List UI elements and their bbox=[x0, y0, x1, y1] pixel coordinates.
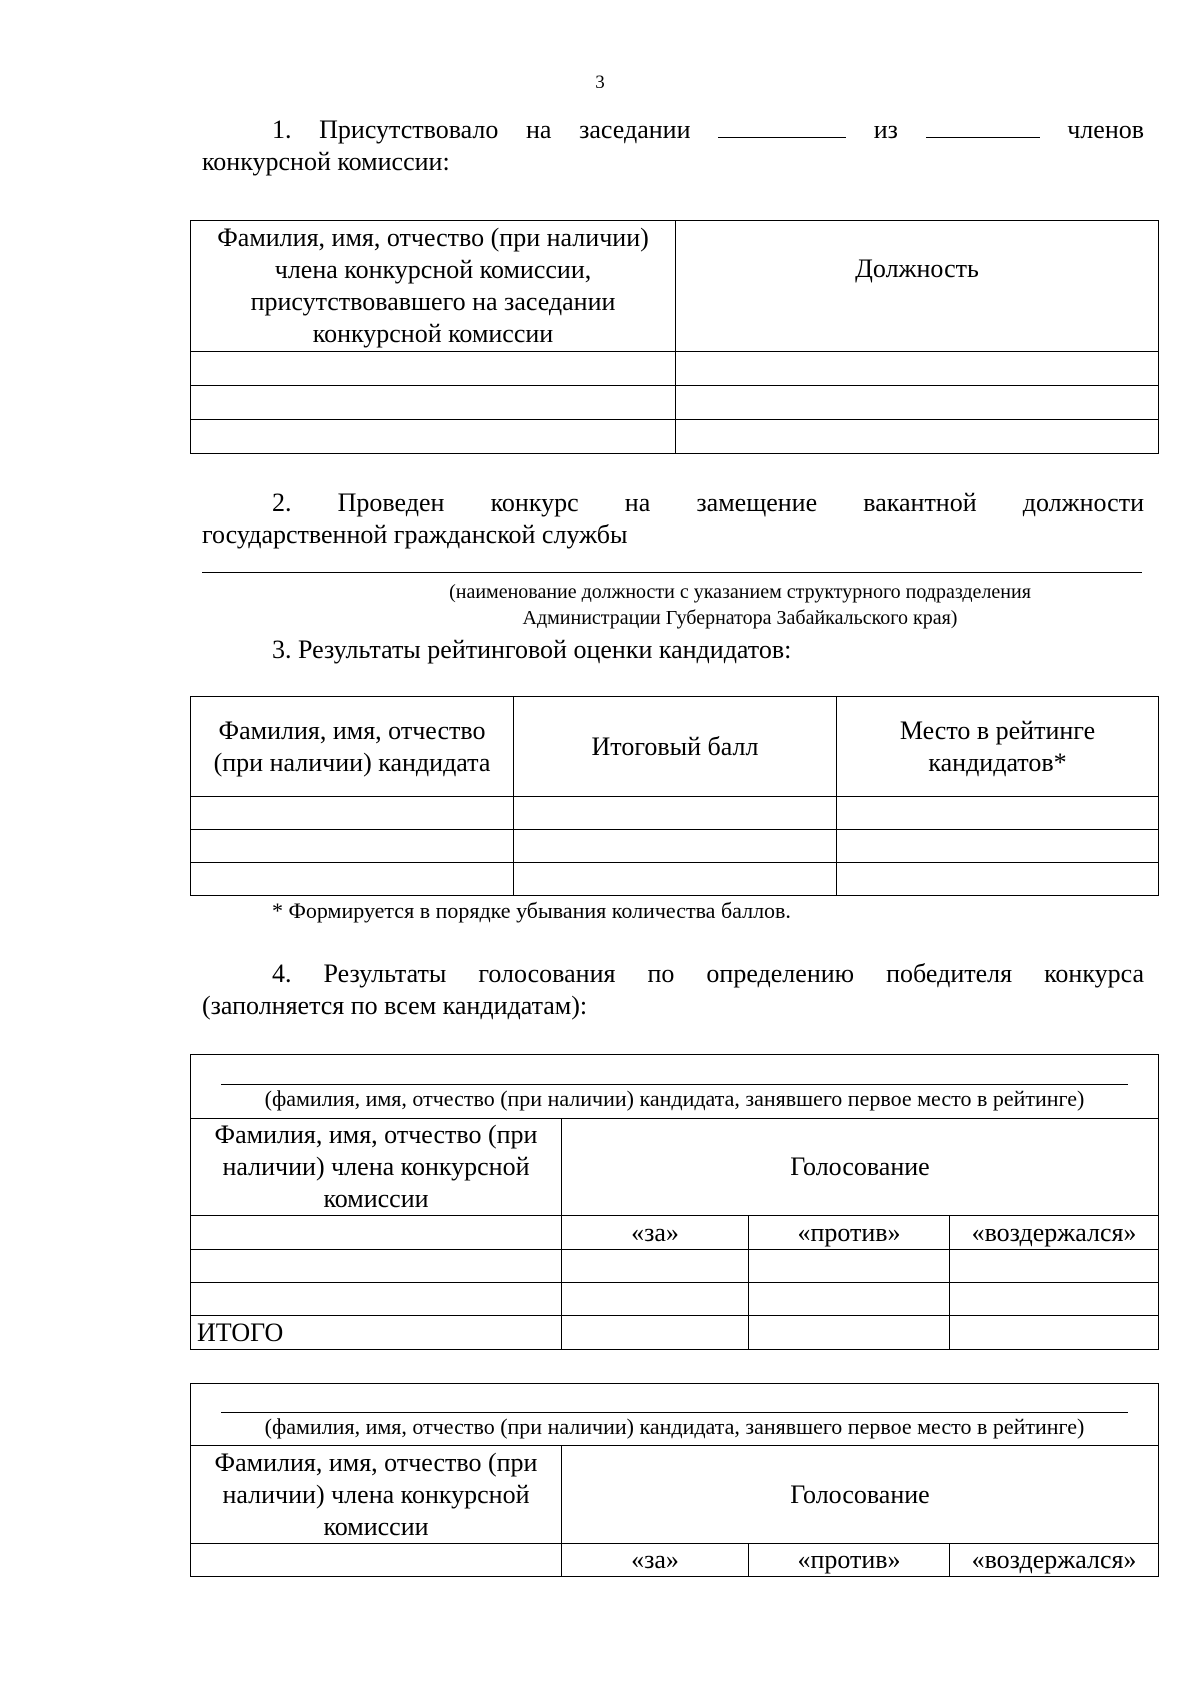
vote-cell[interactable] bbox=[950, 1283, 1159, 1316]
attendance-cell[interactable] bbox=[191, 420, 676, 454]
section-1-text-start: 1. Присутствовало на заседании bbox=[272, 115, 691, 144]
rating-header-candidate: Фамилия, имя, отчество (при наличии) кандидата bbox=[191, 697, 514, 797]
rating-header-place: Место в рейтинге кандидатов* bbox=[837, 697, 1159, 797]
total-count-blank[interactable] bbox=[926, 117, 1040, 138]
rating-cell[interactable] bbox=[514, 797, 837, 830]
col-against: «против» bbox=[749, 1216, 950, 1250]
section-2-line-1: 2. Проведен конкурс на замещение вакантной должности bbox=[272, 488, 1144, 517]
vote-cell[interactable] bbox=[749, 1283, 950, 1316]
rating-header-score: Итоговый балл bbox=[514, 697, 837, 797]
rating-cell[interactable] bbox=[191, 863, 514, 896]
vote-cell[interactable] bbox=[191, 1283, 562, 1316]
section-1-text-end: членов bbox=[1067, 115, 1145, 144]
attendance-cell[interactable] bbox=[191, 352, 676, 386]
total-cell[interactable] bbox=[749, 1316, 950, 1350]
rating-footnote: * Формируется в порядке убывания количества баллов. bbox=[272, 898, 791, 923]
voting-table-1 bbox=[190, 1054, 1159, 1350]
rating-cell[interactable] bbox=[837, 797, 1159, 830]
section-1-line-1 bbox=[202, 114, 1144, 146]
rating-cell[interactable] bbox=[191, 797, 514, 830]
attendance-cell[interactable] bbox=[676, 352, 1159, 386]
candidate-name-cell[interactable] bbox=[191, 1055, 1159, 1119]
vote-cell[interactable] bbox=[749, 1250, 950, 1283]
voting-header: Голосование bbox=[562, 1119, 1159, 1216]
rating-cell[interactable] bbox=[837, 830, 1159, 863]
rating-cell[interactable] bbox=[514, 830, 837, 863]
col-for: «за» bbox=[562, 1544, 749, 1577]
section-1-text-mid: из bbox=[873, 115, 898, 144]
total-cell[interactable] bbox=[562, 1316, 749, 1350]
rating-cell[interactable] bbox=[191, 830, 514, 863]
attendance-table bbox=[190, 220, 1159, 454]
attendance-cell[interactable] bbox=[676, 420, 1159, 454]
total-cell[interactable] bbox=[950, 1316, 1159, 1350]
candidate-note: (фамилия, имя, отчество (при наличии) кандидата, занявшего первое место в рейтинге) bbox=[264, 1086, 1085, 1111]
attendance-cell[interactable] bbox=[676, 386, 1159, 420]
rating-cell[interactable] bbox=[514, 863, 837, 896]
vote-cell[interactable] bbox=[562, 1250, 749, 1283]
total-label: ИТОГО bbox=[191, 1316, 562, 1350]
section-1-line-2: конкурсной комиссии: bbox=[202, 147, 450, 176]
col-abstain: «воздержался» bbox=[950, 1216, 1159, 1250]
section-3-heading: 3. Результаты рейтинговой оценки кандидатов: bbox=[272, 635, 792, 664]
attendance-cell[interactable] bbox=[191, 386, 676, 420]
col-against: «против» bbox=[749, 1544, 950, 1577]
vote-cell[interactable] bbox=[562, 1283, 749, 1316]
vote-cell[interactable] bbox=[191, 1544, 562, 1577]
col-for: «за» bbox=[562, 1216, 749, 1250]
position-note-1: (наименование должности с указанием структурного подразделения bbox=[449, 581, 1031, 603]
voting-header: Голосование bbox=[562, 1446, 1159, 1544]
position-note-2: Администрации Губернатора Забайкальского края) bbox=[522, 607, 958, 629]
attendance-header-position: Должность bbox=[676, 221, 1159, 352]
rating-table bbox=[190, 696, 1159, 896]
attendance-header-member: Фамилия, имя, отчество (при наличии) члена конкурсной комиссии, присутствовавшего на заседании конкурсной комиссии bbox=[191, 221, 676, 352]
member-header: Фамилия, имя, отчество (при наличии) члена конкурсной комиссии bbox=[191, 1119, 562, 1216]
vote-cell[interactable] bbox=[191, 1216, 562, 1250]
member-header: Фамилия, имя, отчество (при наличии) члена конкурсной комиссии bbox=[191, 1446, 562, 1544]
candidate-name-cell[interactable] bbox=[191, 1384, 1159, 1446]
section-4-line-2: (заполняется по всем кандидатам): bbox=[202, 991, 588, 1020]
page-number: 3 bbox=[595, 72, 605, 93]
section-4-line-1: 4. Результаты голосования по определению победителя конкурса bbox=[272, 959, 1144, 988]
vote-cell[interactable] bbox=[950, 1250, 1159, 1283]
section-2-line-2: государственной гражданской службы bbox=[202, 520, 628, 549]
present-count-blank[interactable] bbox=[718, 117, 846, 138]
position-name-line[interactable] bbox=[202, 572, 1142, 573]
candidate-note: (фамилия, имя, отчество (при наличии) кандидата, занявшего первое место в рейтинге) bbox=[264, 1414, 1085, 1439]
rating-cell[interactable] bbox=[837, 863, 1159, 896]
voting-table-2 bbox=[190, 1383, 1159, 1577]
col-abstain: «воздержался» bbox=[950, 1544, 1159, 1577]
vote-cell[interactable] bbox=[191, 1250, 562, 1283]
